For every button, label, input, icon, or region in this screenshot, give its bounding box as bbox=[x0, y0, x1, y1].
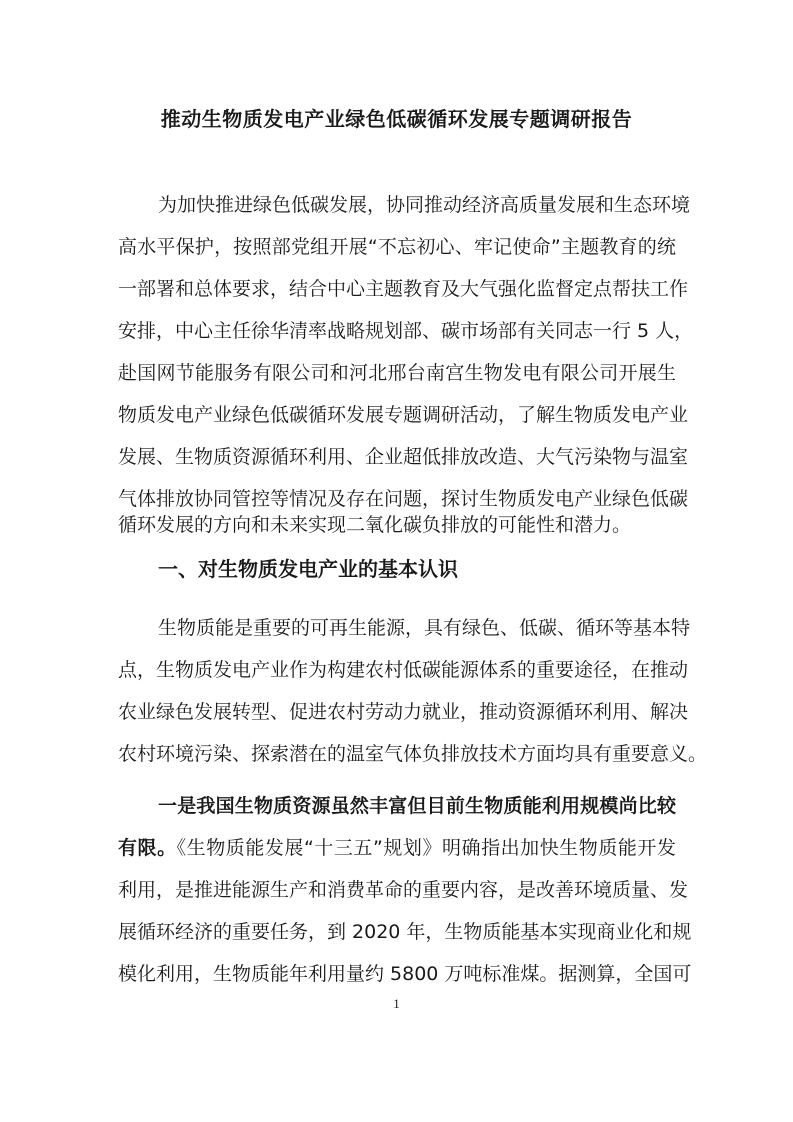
section1-line-3: 农业绿色发展转型、促进农村劳动力就业，推动资源循环利用、解决 bbox=[118, 701, 689, 723]
point1-line-2-rest: 《生物质能发展“十三五”规划》明确指出加快生物质能开发 bbox=[176, 837, 676, 859]
point1-line-5: 模化利用，生物质能年利用量约 5800 万吨标准煤。据测算，全国可 bbox=[118, 963, 692, 985]
point1-line-3: 利用，是推进能源生产和消费革命的重要内容，是改善环境质量、发 bbox=[118, 879, 689, 901]
section1-line-1: 生物质能是重要的可再生能源，具有绿色、低碳、循环等基本特 bbox=[158, 617, 691, 639]
intro-line-8: 气体排放协同管控等情况及存在问题，探讨生物质发电产业绿色低碳 bbox=[118, 488, 689, 510]
point1-line-4: 展循环经济的重要任务，到 2020 年，生物质能基本实现商业化和规 bbox=[118, 921, 692, 943]
intro-line-7: 发展、生物质资源循环利用、企业超低排放改造、大气污染物与温室 bbox=[118, 446, 689, 468]
section1-line-2: 点，生物质发电产业作为构建农村低碳能源体系的重要途径，在推动 bbox=[118, 659, 689, 681]
intro-line-3: 一部署和总体要求，结合中心主题教育及大气强化监督定点帮扶工作 bbox=[118, 278, 689, 300]
point1-bold-prefix: 有限。 bbox=[118, 837, 177, 859]
intro-line-4: 安排，中心主任徐华清率战略规划部、碳市场部有关同志一行 5 人， bbox=[118, 320, 694, 342]
document-title: 推动生物质发电产业绿色低碳循环发展专题调研报告 bbox=[160, 107, 633, 131]
intro-line-6: 物质发电产业绿色低碳循环发展专题调研活动，了解生物质发电产业 bbox=[118, 404, 689, 426]
intro-line-1: 为加快推进绿色低碳发展，协同推动经济高质量发展和生态环境 bbox=[158, 194, 691, 216]
section1-line-4: 农村环境污染、探索潜在的温室气体负排放技术方面均具有重要意义。 bbox=[118, 743, 708, 765]
intro-line-2: 高水平保护，按照部党组开展“不忘初心、牢记使命”主题教育的统 bbox=[118, 236, 676, 258]
intro-line-9: 循环发展的方向和未来实现二氧化碳负排放的可能性和潜力。 bbox=[118, 514, 632, 536]
point1-bold-line: 一是我国生物质资源虽然丰富但目前生物质能利用规模尚比较 bbox=[158, 795, 676, 817]
intro-line-5: 赴国网节能服务有限公司和河北邢台南宫生物发电有限公司开展生 bbox=[118, 362, 676, 384]
point1-line-2 bbox=[118, 833, 676, 860]
section-heading-1: 一、对生物质发电产业的基本认识 bbox=[158, 557, 458, 581]
page-number: 1 bbox=[393, 996, 400, 1011]
